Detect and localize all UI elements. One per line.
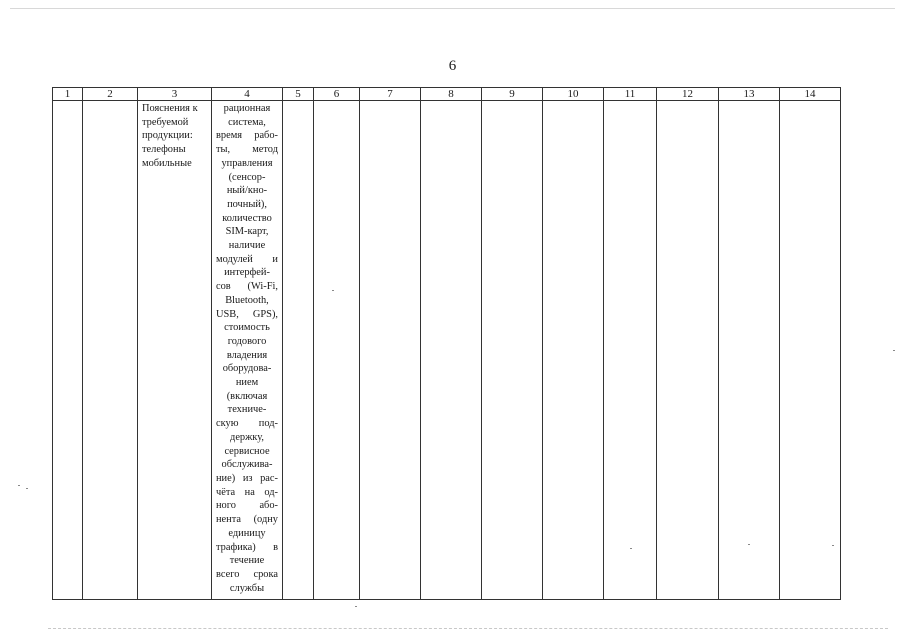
cell-text-line: мобильные — [142, 157, 192, 169]
table-cell — [657, 101, 719, 600]
cell-text-line: течение — [229, 555, 265, 567]
cell-text-line: ный/кно- — [226, 185, 268, 197]
column-header: 5 — [283, 88, 314, 101]
cell-text-line: время рабо- — [216, 130, 278, 142]
table-cell — [421, 101, 482, 600]
cell-text-line: рационная — [223, 103, 271, 114]
scan-speck — [748, 544, 750, 545]
cell-text-line: держку, — [230, 431, 264, 443]
column-header: 3 — [138, 88, 212, 101]
column-header: 7 — [360, 88, 421, 101]
scan-edge-noise — [48, 628, 888, 630]
cell-text-line: обслужива- — [221, 459, 273, 471]
cell-text-line: Пояснения к — [142, 103, 198, 114]
column-header: 10 — [543, 88, 604, 101]
cell-text-line: модулей и — [216, 253, 278, 265]
scan-speck — [893, 350, 895, 351]
cell-text-line: владения — [226, 349, 268, 361]
scan-speck — [332, 290, 334, 291]
table-cell — [719, 101, 780, 600]
cell-text-line: оборудова- — [222, 363, 272, 375]
cell-text-line: единицу — [228, 527, 266, 539]
table-cell-characteristics — [212, 101, 283, 600]
cell-text-line: ты, метод — [216, 144, 278, 156]
cell-text-line: сов (Wi-Fi, — [216, 281, 278, 293]
explanation-text — [138, 101, 211, 171]
cell-text-line: система, — [228, 116, 266, 128]
cell-text-line: USB, GPS), — [216, 308, 278, 320]
cell-text-line: почный), — [227, 198, 267, 210]
table-row — [53, 101, 841, 600]
cell-text-line: требуемой — [142, 116, 189, 128]
table-cell — [543, 101, 604, 600]
cell-text-line: сервисное — [224, 445, 270, 457]
column-header: 11 — [604, 88, 657, 101]
cell-text-line: управления — [221, 157, 273, 169]
scan-speck — [832, 545, 834, 546]
cell-text-line: телефоны — [142, 144, 186, 156]
column-header: 4 — [212, 88, 283, 101]
cell-text-line: Bluetooth, — [225, 294, 269, 306]
table-cell-explanation — [138, 101, 212, 600]
column-header: 1 — [53, 88, 83, 101]
scan-speck — [26, 488, 28, 489]
scan-speck — [18, 485, 20, 486]
cell-text-line: годового — [227, 335, 267, 347]
column-header: 2 — [83, 88, 138, 101]
cell-text-line: трафика) в — [216, 541, 278, 553]
column-header: 8 — [421, 88, 482, 101]
cell-text-line: нием — [235, 377, 259, 389]
specification-table — [52, 87, 841, 600]
table-cell — [360, 101, 421, 600]
cell-text-line: количество — [222, 212, 272, 224]
column-header: 13 — [719, 88, 780, 101]
table-cell — [83, 101, 138, 600]
cell-text-line: скую под- — [216, 418, 278, 430]
table-cell — [283, 101, 314, 600]
cell-text-line: наличие — [228, 240, 266, 252]
cell-text-line: (включая — [226, 390, 268, 402]
cell-text-line: всего срока — [216, 568, 278, 580]
page-number: 6 — [448, 58, 457, 74]
column-header: 12 — [657, 88, 719, 101]
cell-text-line: (сенсор- — [228, 171, 266, 183]
table-cell — [53, 101, 83, 600]
table-cell — [780, 101, 841, 600]
column-header: 9 — [482, 88, 543, 101]
cell-text-line: стоимость — [224, 322, 270, 334]
cell-text-line: продукции: — [142, 130, 193, 142]
table-cell — [314, 101, 360, 600]
column-header: 14 — [780, 88, 841, 101]
cell-text-line: службы — [229, 582, 265, 594]
cell-text-line: ного або- — [216, 500, 278, 512]
scan-speck — [355, 606, 357, 607]
cell-text-line: интерфей- — [224, 267, 270, 279]
scan-speck — [630, 548, 632, 549]
cell-text-line: нента (одну — [216, 514, 278, 526]
column-header: 6 — [314, 88, 360, 101]
table-cell — [482, 101, 543, 600]
cell-text-line: техниче- — [227, 404, 267, 416]
table-cell — [604, 101, 657, 600]
cell-text-line: чёта на од- — [216, 486, 278, 498]
cell-text-line: ние) из рас- — [216, 472, 278, 484]
header-row — [53, 88, 841, 101]
cell-text-line: SIM-карт, — [225, 226, 269, 238]
characteristics-text — [212, 101, 282, 595]
